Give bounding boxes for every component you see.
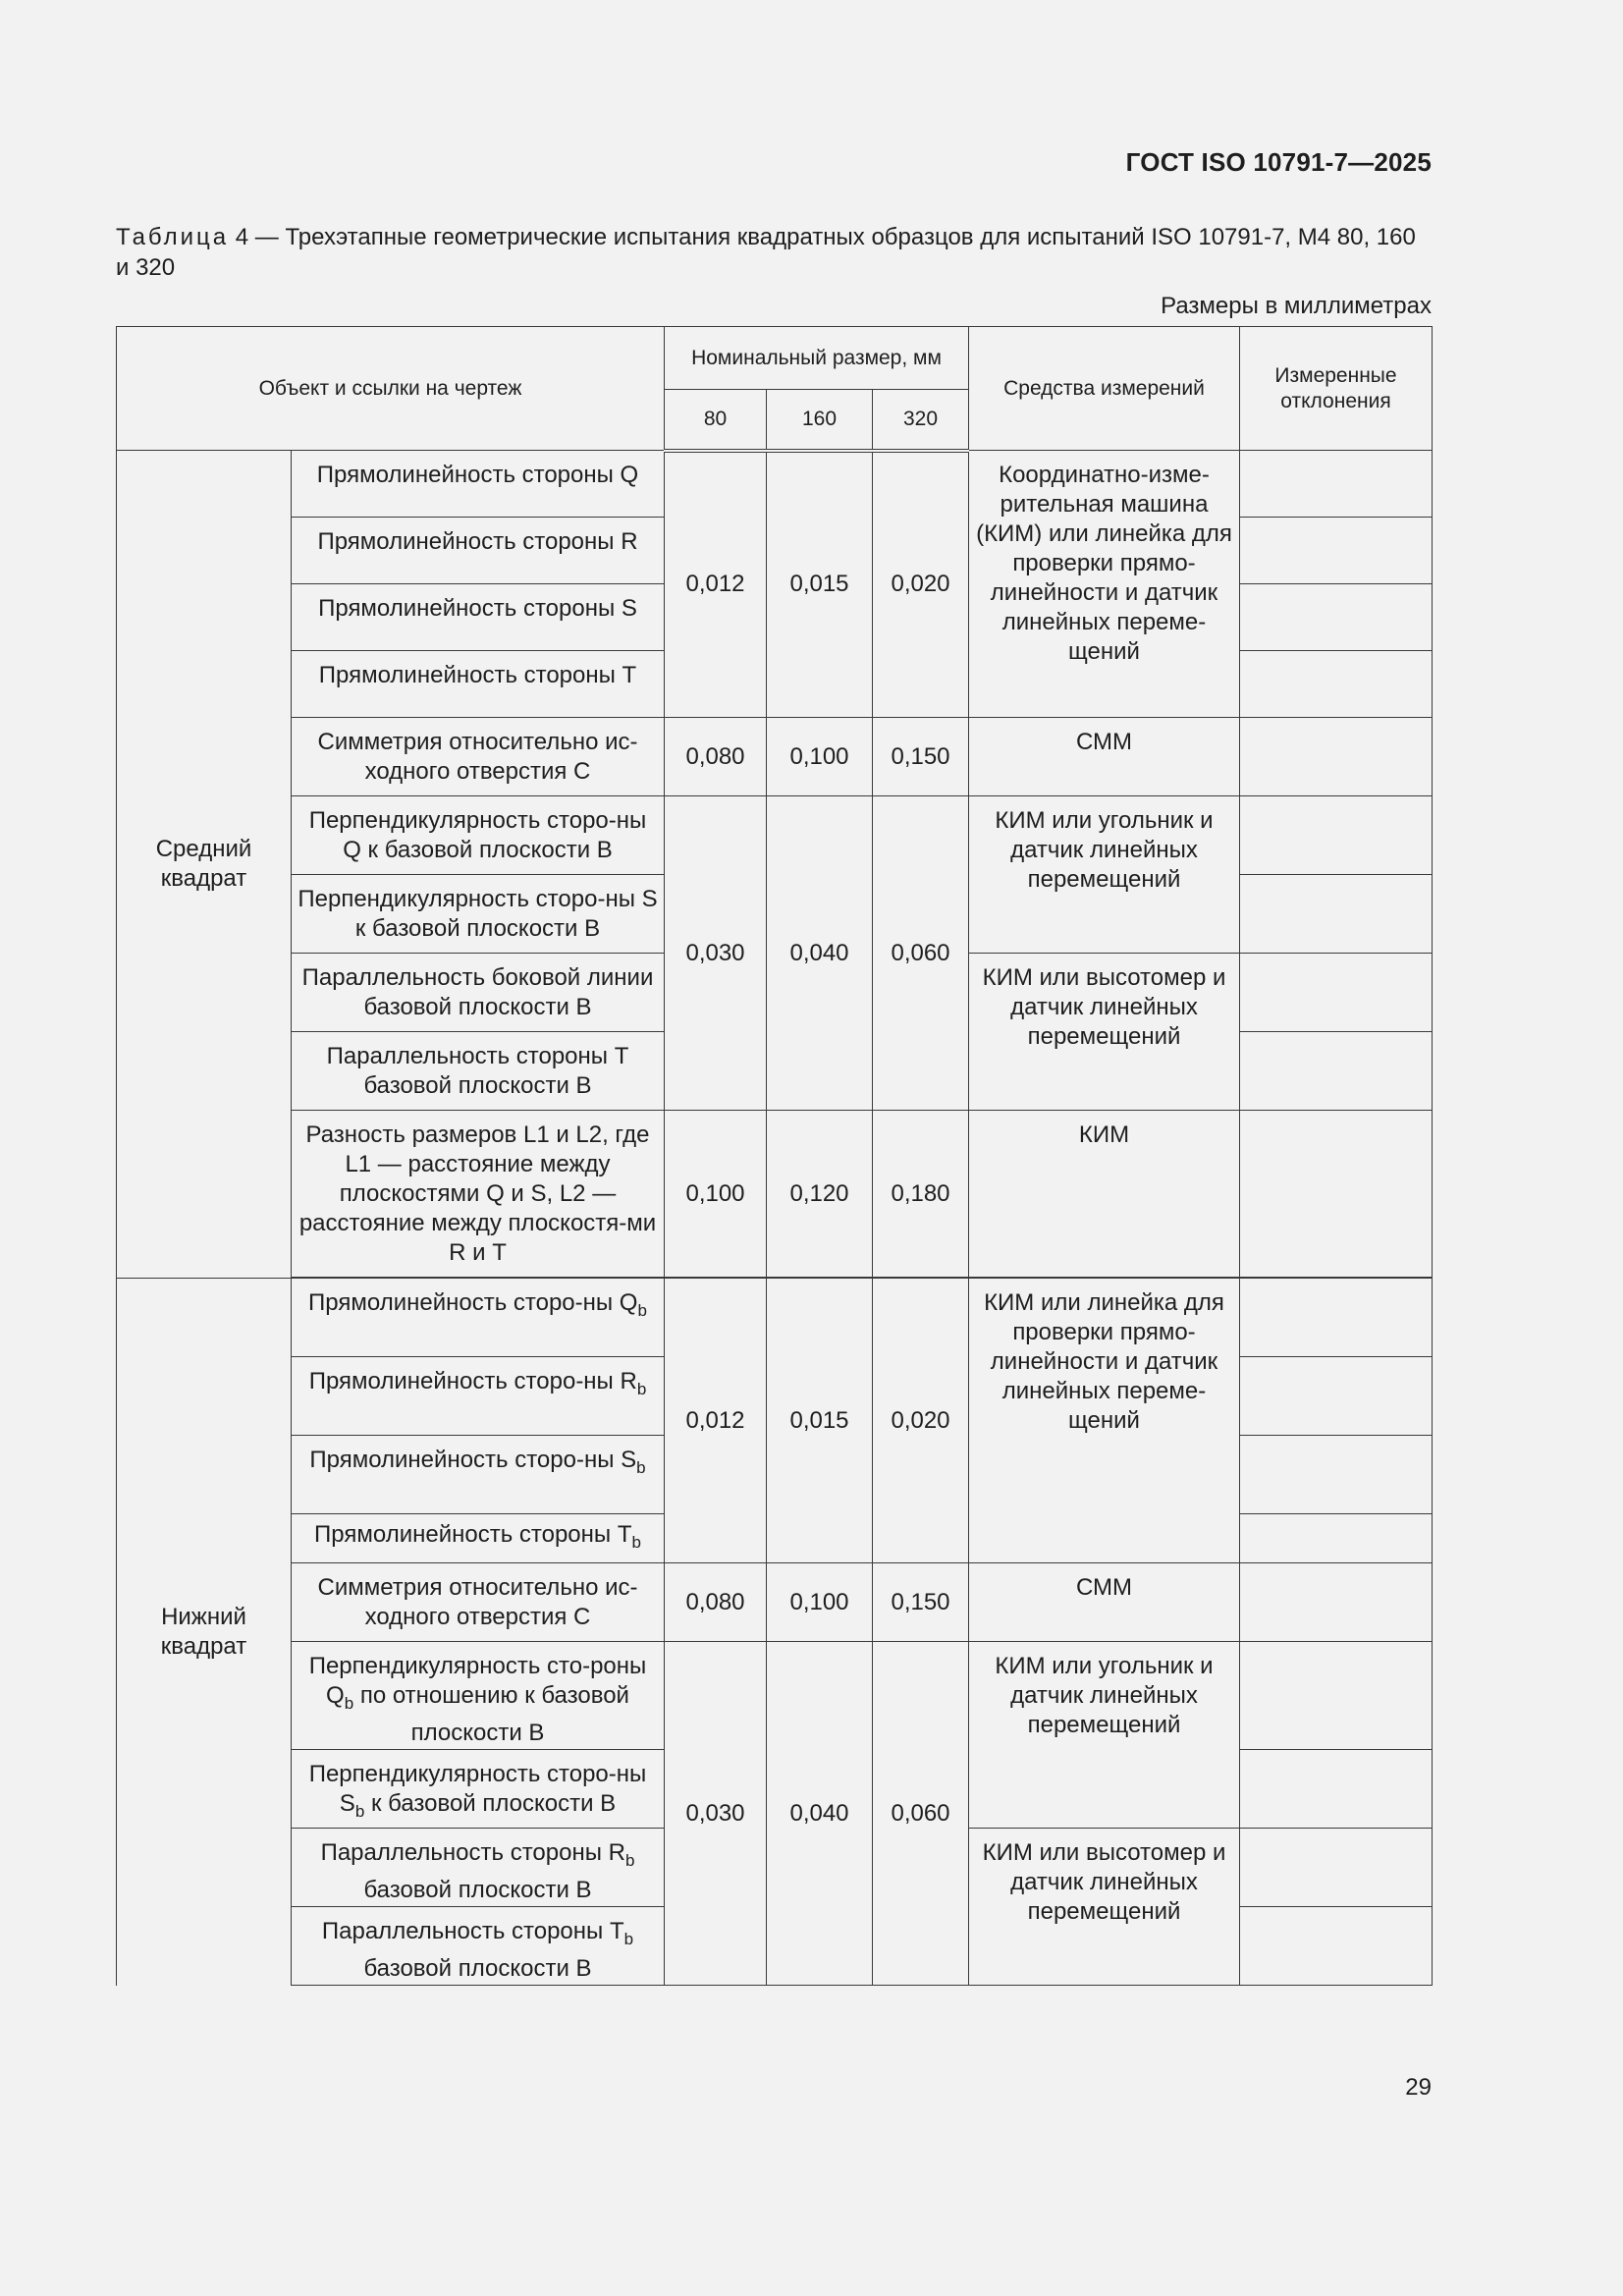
value-320: 0,150	[873, 718, 969, 796]
deviation-cell	[1240, 1829, 1433, 1907]
deviation-cell	[1240, 1111, 1433, 1278]
deviation-cell	[1240, 718, 1433, 796]
units-note: Размеры в миллиметрах	[1161, 293, 1432, 319]
deviation-cell	[1240, 651, 1433, 718]
means-cmm: СММ	[969, 718, 1240, 796]
label-text: базовой плоскости В	[363, 1876, 592, 1903]
value-80: 0,080	[665, 1563, 767, 1642]
label-text: Перпендикулярность сто-роны Q	[308, 1653, 647, 1709]
deviation-cell	[1240, 584, 1433, 651]
test-parallelism-tb	[292, 1907, 665, 1986]
header-size-320: 320	[873, 390, 969, 451]
table-caption	[116, 222, 1432, 283]
subscript-b: b	[344, 1693, 354, 1713]
test-symmetry: Симметрия относительно ис-ходного отверстия С	[292, 1563, 665, 1642]
document-header: ГОСТ ISO 10791-7—2025	[1125, 147, 1432, 177]
caption-text: 4 — Трехэтапные геометрические испытания квадратных образцов для испытаний ISO 10791-7, М4 80, 160 и 320	[116, 224, 1416, 281]
value-80: 0,012	[665, 1279, 767, 1563]
deviation-cell	[1240, 1642, 1433, 1750]
value-80: 0,030	[665, 796, 767, 1111]
header-object: Объект и ссылки на чертеж	[117, 327, 665, 451]
value-80: 0,100	[665, 1111, 767, 1278]
means-height-gauge: КИМ или высотомер и датчик линейных перемещений	[969, 954, 1240, 1111]
header-deviations: Измеренные отклонения	[1240, 327, 1433, 451]
subscript-b: b	[636, 1379, 647, 1398]
label-text: Перпендикулярность сторо-ны S	[308, 1761, 647, 1817]
value-320: 0,060	[873, 1642, 969, 1986]
deviation-cell	[1240, 451, 1433, 518]
means-cmm-kim: КИМ	[969, 1111, 1240, 1278]
subscript-b: b	[354, 1801, 365, 1821]
means-kim-straightedge: КИМ или линейка для проверки прямо-линейности и датчик линейных переме-щений	[969, 1279, 1240, 1563]
label-text: Прямолинейность сторо-ны S	[309, 1447, 637, 1473]
test-straightness-t: Прямолинейность стороны T	[292, 651, 665, 718]
test-parallelism-t: Параллельность стороны T базовой плоскости В	[292, 1032, 665, 1111]
deviation-cell	[1240, 1750, 1433, 1829]
means-height-gauge: КИМ или высотомер и датчик линейных перемещений	[969, 1829, 1240, 1986]
value-160: 0,040	[767, 1642, 873, 1986]
deviation-cell	[1240, 1907, 1433, 1986]
header-nominal-size: Номинальный размер, мм	[665, 327, 969, 390]
subscript-b: b	[623, 1929, 634, 1948]
geometric-tests-table	[116, 326, 1433, 1986]
test-straightness-s: Прямолинейность стороны S	[292, 584, 665, 651]
means-cmm-straightedge: Координатно-изме-рительная машина (КИМ) или линейка для проверки прямо-линейности и датчик линейных переме-щений	[969, 451, 1240, 718]
value-160: 0,015	[767, 1279, 873, 1563]
subscript-b: b	[631, 1532, 641, 1552]
value-320: 0,020	[873, 1279, 969, 1563]
page-number: 29	[1405, 2074, 1432, 2101]
test-straightness-tb	[292, 1514, 665, 1563]
label-text: Прямолинейность сторо-ны R	[308, 1368, 637, 1394]
value-80: 0,030	[665, 1642, 767, 1986]
value-160: 0,120	[767, 1111, 873, 1278]
means-square-indicator: КИМ или угольник и датчик линейных перемещений	[969, 1642, 1240, 1829]
label-text: по отношению к базовой плоскости В	[353, 1682, 629, 1746]
label-text: базовой плоскости В	[363, 1954, 592, 1982]
group-middle-square: Средний квадрат	[117, 451, 292, 1279]
deviation-cell	[1240, 954, 1433, 1032]
test-straightness-rb	[292, 1357, 665, 1436]
value-160: 0,040	[767, 796, 873, 1111]
value-80: 0,080	[665, 718, 767, 796]
test-perpendicularity-q: Перпендикулярность сторо-ны Q к базовой плоскости В	[292, 796, 665, 875]
group-bottom-square: Нижний квадрат	[117, 1279, 292, 1986]
deviation-cell	[1240, 1357, 1433, 1436]
test-perpendicularity-qb	[292, 1642, 665, 1750]
value-320: 0,180	[873, 1111, 969, 1278]
value-320: 0,020	[873, 451, 969, 718]
value-160: 0,100	[767, 1563, 873, 1642]
test-symmetry: Симметрия относительно ис-ходного отверстия С	[292, 718, 665, 796]
test-straightness-r: Прямолинейность стороны R	[292, 518, 665, 584]
test-size-difference: Разность размеров L1 и L2, где L1 — расстояние между плоскостями Q и S, L2 — расстояние между плоскостя-ми R и T	[292, 1111, 665, 1278]
deviation-cell	[1240, 1563, 1433, 1642]
label-text: Прямолинейность сторо-ны Q	[308, 1289, 638, 1316]
header-size-80: 80	[665, 390, 767, 451]
means-cmm: СММ	[969, 1563, 1240, 1642]
value-80: 0,012	[665, 451, 767, 718]
header-means: Средства измерений	[969, 327, 1240, 451]
header-size-160: 160	[767, 390, 873, 451]
deviation-cell	[1240, 1436, 1433, 1514]
deviation-cell	[1240, 518, 1433, 584]
test-straightness-qb	[292, 1279, 665, 1357]
test-perpendicularity-s: Перпендикулярность сторо-ны S к базовой плоскости В	[292, 875, 665, 954]
deviation-cell	[1240, 1032, 1433, 1111]
label-text: Параллельность стороны T	[321, 1918, 624, 1944]
value-160: 0,100	[767, 718, 873, 796]
caption-prefix: Таблица	[116, 224, 230, 250]
means-square-indicator: КИМ или угольник и датчик линейных перемещений	[969, 796, 1240, 954]
deviation-cell	[1240, 796, 1433, 875]
value-320: 0,150	[873, 1563, 969, 1642]
test-parallelism-rb	[292, 1829, 665, 1907]
deviation-cell	[1240, 1514, 1433, 1563]
label-text: Параллельность стороны R	[320, 1839, 625, 1866]
deviation-cell	[1240, 875, 1433, 954]
test-straightness-sb	[292, 1436, 665, 1514]
subscript-b: b	[637, 1300, 647, 1320]
subscript-b: b	[636, 1457, 646, 1477]
value-320: 0,060	[873, 796, 969, 1111]
deviation-cell	[1240, 1279, 1433, 1357]
value-160: 0,015	[767, 451, 873, 718]
test-parallelism-side-line: Параллельность боковой линии базовой плоскости В	[292, 954, 665, 1032]
test-perpendicularity-sb	[292, 1750, 665, 1829]
label-text: к базовой плоскости В	[364, 1790, 617, 1817]
test-straightness-q: Прямолинейность стороны Q	[292, 451, 665, 518]
subscript-b: b	[624, 1850, 635, 1870]
label-text: Прямолинейность стороны T	[314, 1520, 632, 1548]
